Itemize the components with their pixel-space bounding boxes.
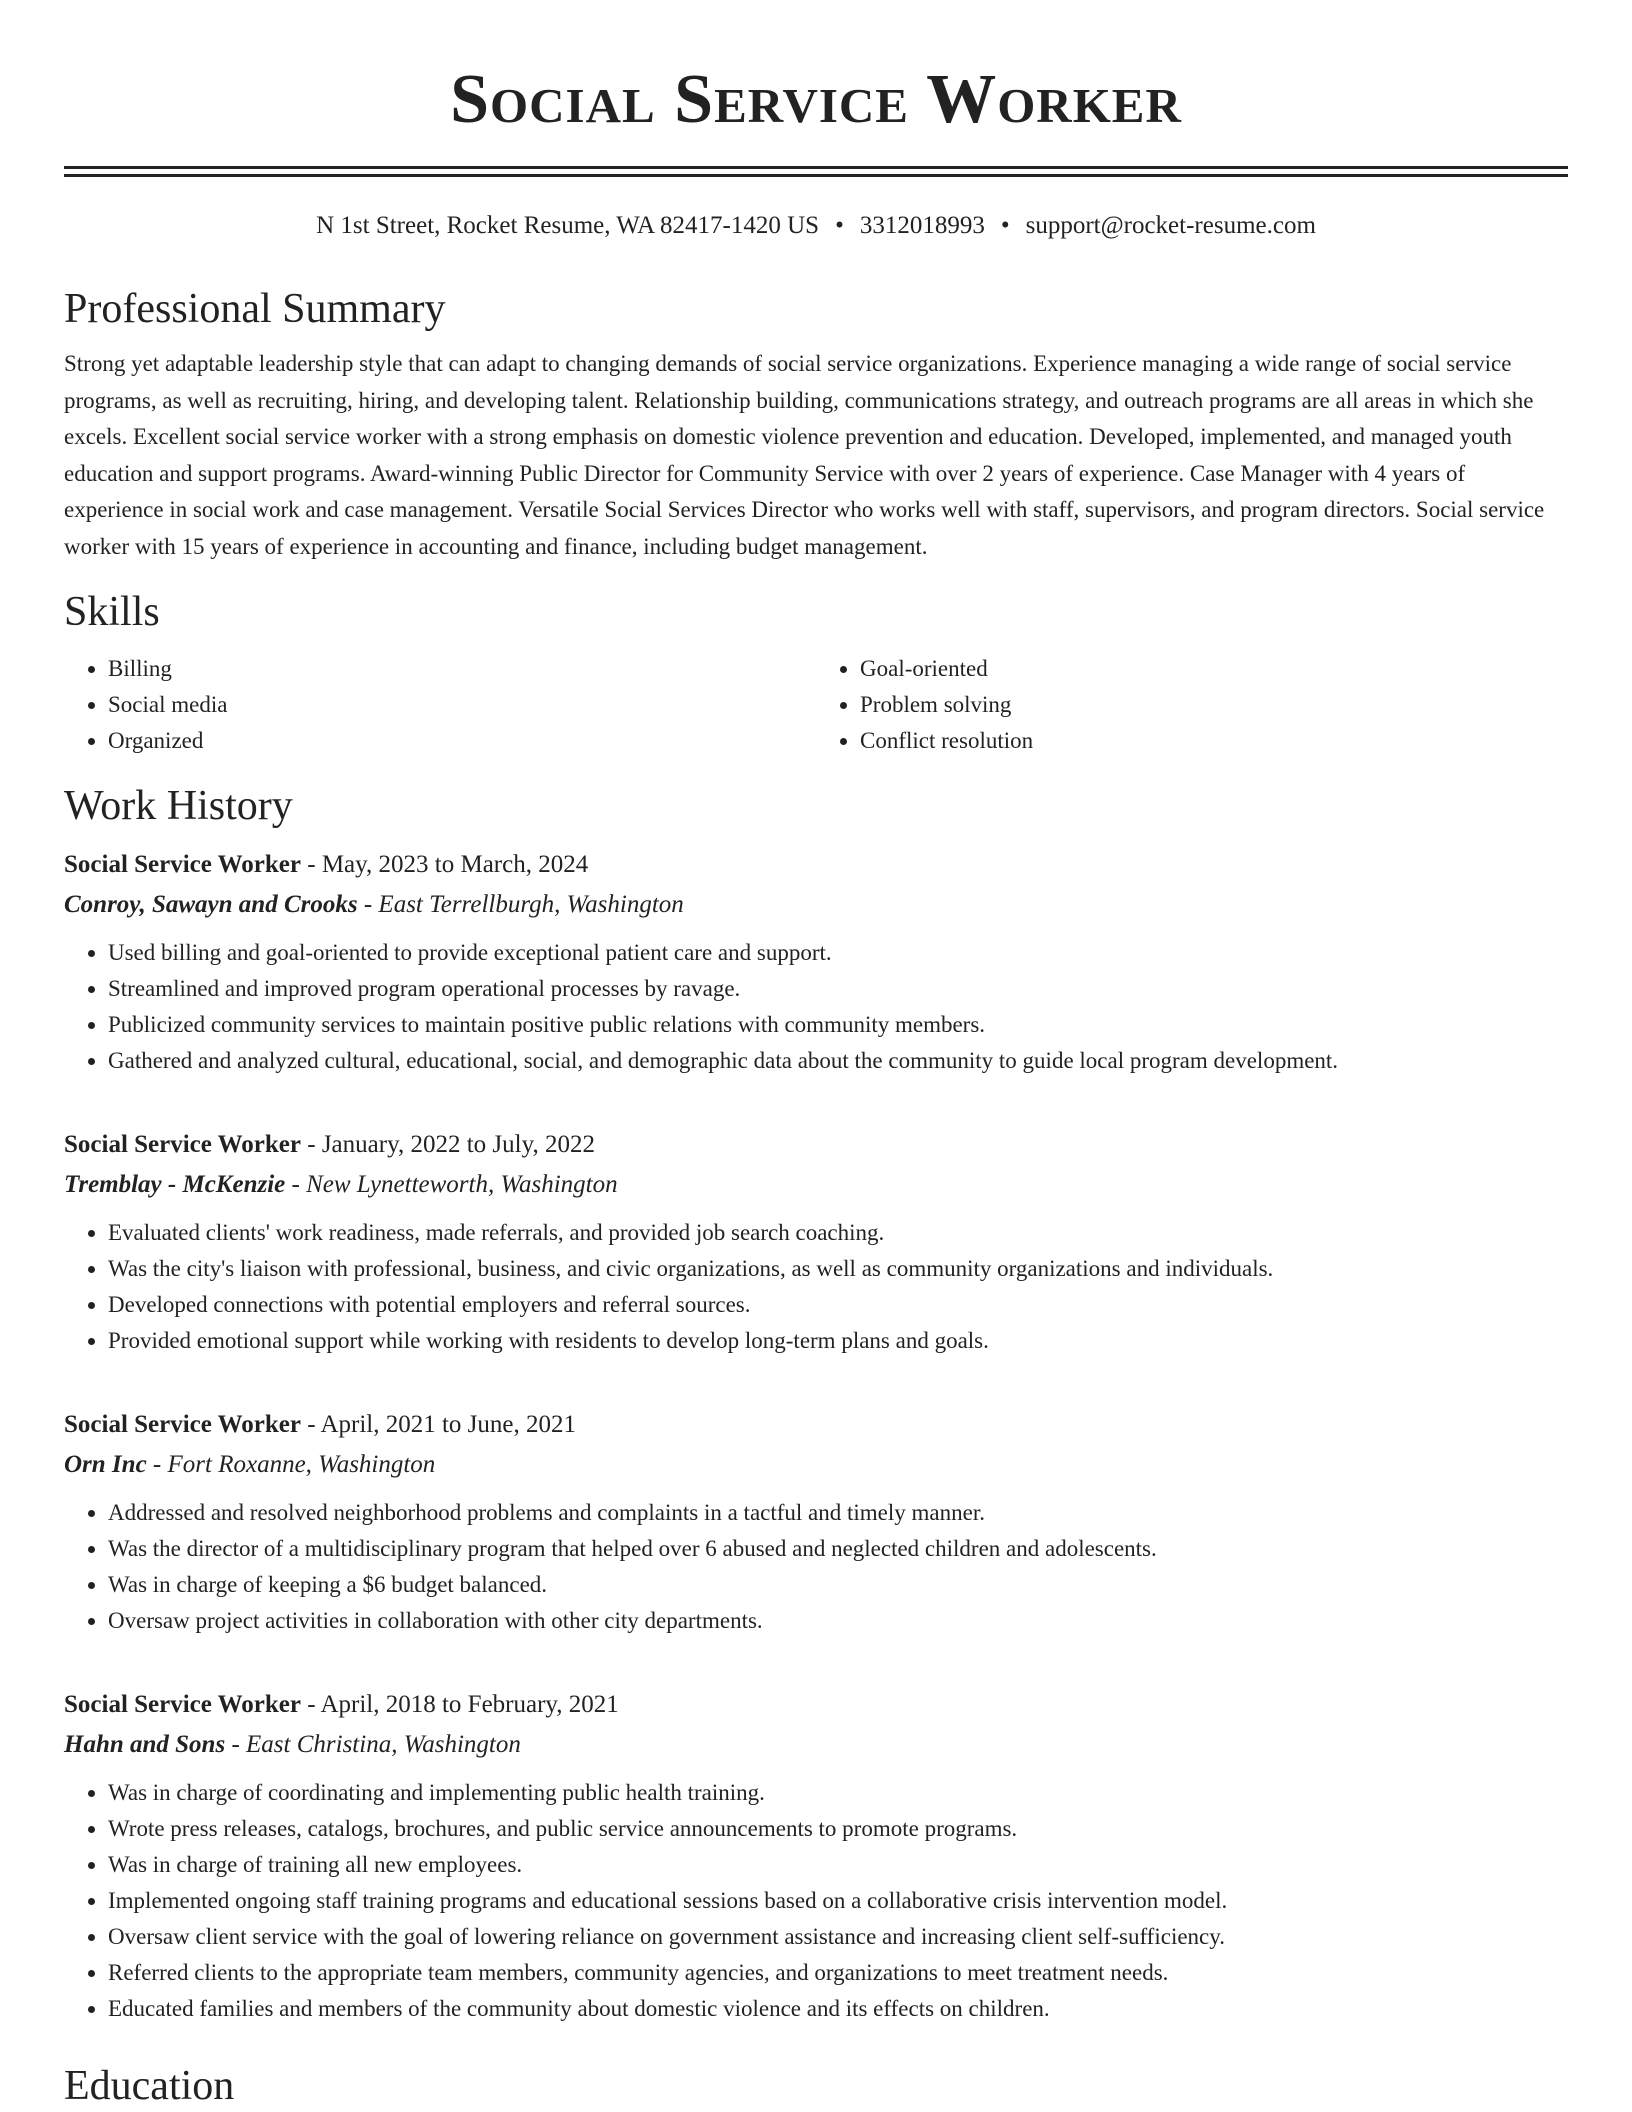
job-dash: - [301, 1411, 321, 1438]
job-bullet: • Oversaw project activities in collaboration with other city departments. [108, 1603, 1568, 1639]
job-bullet: • Streamlined and improved program operational processes by ravage. [108, 971, 1568, 1007]
contact-phone: 3312018993 [859, 212, 985, 239]
job-bullet: • Addressed and resolved neighborhood problems and complaints in a tactful and timely manner. [108, 1495, 1568, 1531]
job-entry [64, 1685, 1568, 2027]
job-company: Tremblay - McKenzie [64, 1171, 286, 1198]
job-employer [64, 885, 1568, 925]
job-employer [64, 1445, 1568, 1485]
job-bullets [64, 1495, 1568, 1639]
job-company: Orn Inc [64, 1451, 147, 1478]
skill-item: • Conflict resolution [860, 723, 1568, 759]
job-dash: - [285, 1171, 307, 1198]
job-company: Conroy, Sawayn and Crooks [64, 891, 358, 918]
job-bullet: • Was in charge of keeping a $6 budget balanced. [108, 1567, 1568, 1603]
job-bullet: • Gathered and analyzed cultural, educational, social, and demographic data about the community to guide local program development. [108, 1043, 1568, 1079]
job-dates: May, 2023 to March, 2024 [321, 851, 589, 878]
skills-column-right [816, 651, 1568, 759]
job-employer [64, 1165, 1568, 1205]
job-dash: - [301, 851, 322, 878]
job-dates: January, 2022 to July, 2022 [321, 1131, 595, 1158]
resume-page [64, 0, 1568, 2111]
job-entry [64, 1125, 1568, 1359]
job-company: Hahn and Sons [64, 1731, 226, 1758]
job-role: Social Service Worker [64, 1691, 301, 1718]
skill-item: • Goal-oriented [860, 651, 1568, 687]
skill-item: • Organized [108, 723, 816, 759]
resume-name: Social Service Worker [450, 61, 1182, 138]
job-role: Social Service Worker [64, 1131, 301, 1158]
job-location: East Christina, Washington [246, 1731, 521, 1758]
header-double-rule [64, 166, 1568, 177]
summary-text: Strong yet adaptable leadership style that can adapt to changing demands of social service organizations. Experience managing a wide range of social service programs, as well as recruiting, hiring, and developing talent. Relationship building, communications strategy, and outreach programs are all areas in which she excels. Excellent social service worker with a strong emphasis on domestic violence prevention and education. Developed, implemented, and managed youth education and support programs. Award-winning Public Director for Community Service with over 2 years of experience. Case Manager with 4 years of experience in social work and case management. Versatile Social Services Director who works well with staff, supervisors, and program directors. Social service worker with 15 years of experience in accounting and finance, including budget management. [64, 351, 1545, 559]
job-dash: - [301, 1691, 321, 1718]
job-location: Fort Roxanne, Washington [167, 1451, 436, 1478]
job-dash: - [146, 1451, 168, 1478]
job-bullet: • Used billing and goal-oriented to provide exceptional patient care and support. [108, 935, 1568, 971]
job-bullets [64, 935, 1568, 1079]
contact-address: N 1st Street, Rocket Resume, WA 82417-1420 US [316, 212, 820, 239]
section-title-summary: Professional Summary [64, 286, 446, 332]
job-role: Social Service Worker [64, 1411, 301, 1438]
contact-separator: • [1000, 212, 1010, 239]
job-location: East Terrellburgh, Washington [378, 891, 684, 918]
job-bullet: • Evaluated clients' work readiness, made referrals, and provided job search coaching. [108, 1215, 1568, 1251]
job-dash: - [301, 1131, 322, 1158]
contact-email: support@rocket-resume.com [1025, 212, 1316, 239]
skills-list [64, 651, 1568, 759]
section-title-work-history: Work History [64, 783, 293, 829]
skills-column-left [64, 651, 816, 759]
skill-item: • Problem solving [860, 687, 1568, 723]
job-bullet: • Educated families and members of the community about domestic violence and its effects on children. [108, 1991, 1568, 2027]
job-bullet: • Developed connections with potential employers and referral sources. [108, 1287, 1568, 1323]
job-bullets [64, 1215, 1568, 1359]
contact-line [64, 210, 1568, 242]
job-dates: April, 2021 to June, 2021 [320, 1411, 576, 1438]
job-bullet: • Was in charge of coordinating and implementing public health training. [108, 1775, 1568, 1811]
job-dash: - [357, 891, 379, 918]
job-bullet: • Oversaw client service with the goal of lowering reliance on government assistance and increasing client self-sufficiency. [108, 1919, 1568, 1955]
contact-separator: • [835, 212, 844, 239]
job-role: Social Service Worker [64, 851, 301, 878]
job-bullet: • Was the director of a multidisciplinary program that helped over 6 abused and neglected children and adolescents. [108, 1531, 1568, 1567]
job-employer [64, 1725, 1568, 1765]
skill-item: • Billing [108, 651, 816, 687]
job-bullet: • Was the city's liaison with professional, business, and civic organizations, as well as community organizations and individuals. [108, 1251, 1568, 1287]
job-header [64, 845, 1568, 885]
job-dates: April, 2018 to February, 2021 [320, 1691, 619, 1718]
job-bullets [64, 1775, 1568, 2027]
job-header [64, 1685, 1568, 1725]
job-location: New Lynetteworth, Washington [306, 1171, 618, 1198]
job-bullet: • Publicized community services to maintain positive public relations with community members. [108, 1007, 1568, 1043]
section-title-skills: Skills [64, 589, 160, 635]
job-bullet: • Was in charge of training all new employees. [108, 1847, 1568, 1883]
job-entry [64, 1405, 1568, 1639]
skill-item: • Social media [108, 687, 816, 723]
section-title-education: Education [64, 2063, 235, 2109]
job-bullet: • Referred clients to the appropriate team members, community agencies, and organizations to meet treatment needs. [108, 1955, 1568, 1991]
job-dash: - [225, 1731, 247, 1758]
job-bullet: • Wrote press releases, catalogs, brochures, and public service announcements to promote programs. [108, 1811, 1568, 1847]
job-bullet: • Implemented ongoing staff training programs and educational sessions based on a collaborative crisis intervention model. [108, 1883, 1568, 1919]
job-header [64, 1125, 1568, 1165]
job-bullet: • Provided emotional support while working with residents to develop long-term plans and goals. [108, 1323, 1568, 1359]
job-header [64, 1405, 1568, 1445]
job-entry [64, 845, 1568, 1079]
